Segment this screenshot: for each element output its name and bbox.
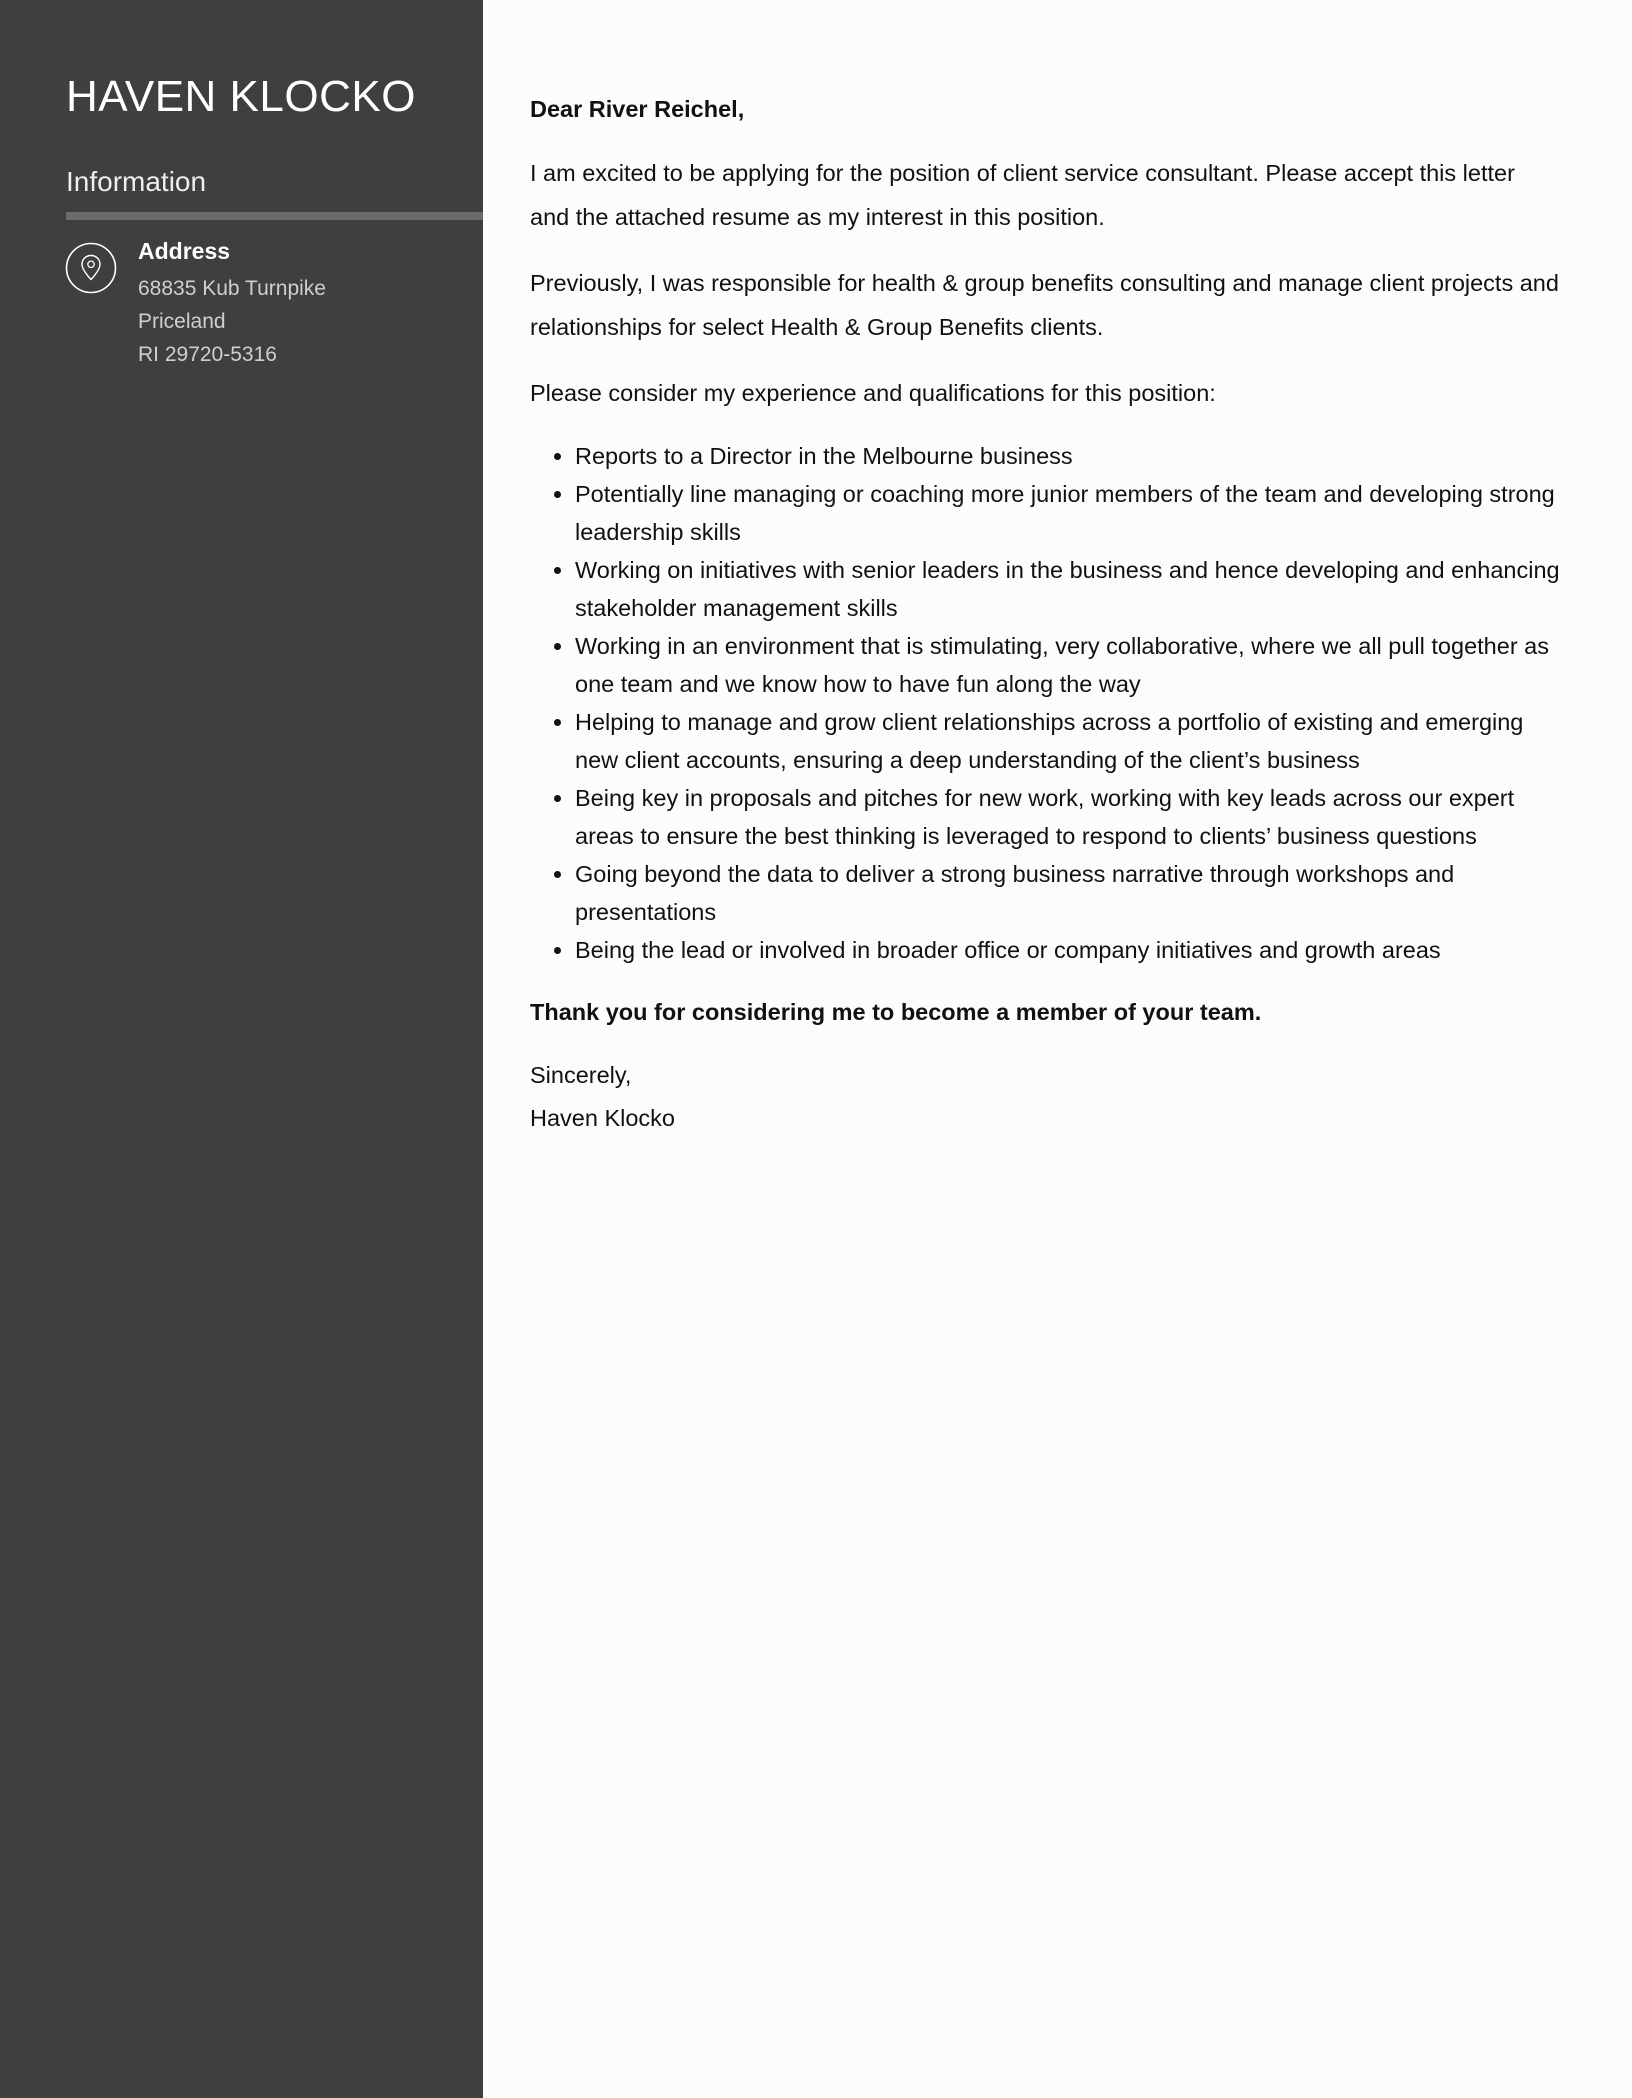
address-lines [138,272,326,371]
address-label: Address [138,238,231,264]
list-item: • Working in an environment that is stimulating, very collaborative, where we all pull together as one team and we know how to have fun along the way [575,627,1560,703]
closing-block [530,1054,1560,1140]
qualifications-intro: Please consider my experience and qualifications for this position: [530,380,1216,406]
list-item: • Being key in proposals and pitches for new work, working with key leads across our expert areas to ensure the best thinking is leveraged to respond to clients’ business questions [575,779,1560,855]
experience-paragraph: Previously, I was responsible for health & group benefits consulting and manage client projects and relationships for select Health & Group Benefits clients. [530,270,1559,340]
address-street: 68835 Kub Turnpike [138,277,326,300]
thank-you-line: Thank you for considering me to become a member of your team. [530,999,1262,1025]
section-divider [66,212,483,220]
list-item: • Helping to manage and grow client relationships across a portfolio of existing and emerging new client accounts, ensuring a deep understanding of the client’s business [575,703,1560,779]
list-item: • Going beyond the data to deliver a strong business narrative through workshops and presentations [575,855,1560,931]
salutation: Dear River Reichel, [530,96,745,122]
location-pin-icon [65,242,117,294]
list-item: • Working on initiatives with senior leaders in the business and hence developing and enhancing stakeholder management skills [575,551,1560,627]
list-item: • Being the lead or involved in broader office or company initiatives and growth areas [575,931,1560,969]
list-item: • Potentially line managing or coaching more junior members of the team and developing strong leadership skills [575,475,1560,551]
address-city: Priceland [138,310,226,333]
intro-paragraph: I am excited to be applying for the position of client service consultant. Please accept this letter and the attached resume as my interest in this position. [530,160,1515,230]
qualifications-list [530,437,1560,969]
cover-letter-body [530,94,1560,1140]
information-heading: Information [66,166,207,197]
address-state-zip: RI 29720-5316 [138,343,277,366]
applicant-name: HAVEN KLOCKO [66,72,416,121]
closing-word: Sincerely, [530,1062,632,1088]
signature-name: Haven Klocko [530,1105,675,1131]
list-item: • Reports to a Director in the Melbourne business [575,437,1560,475]
sidebar [0,0,483,2098]
